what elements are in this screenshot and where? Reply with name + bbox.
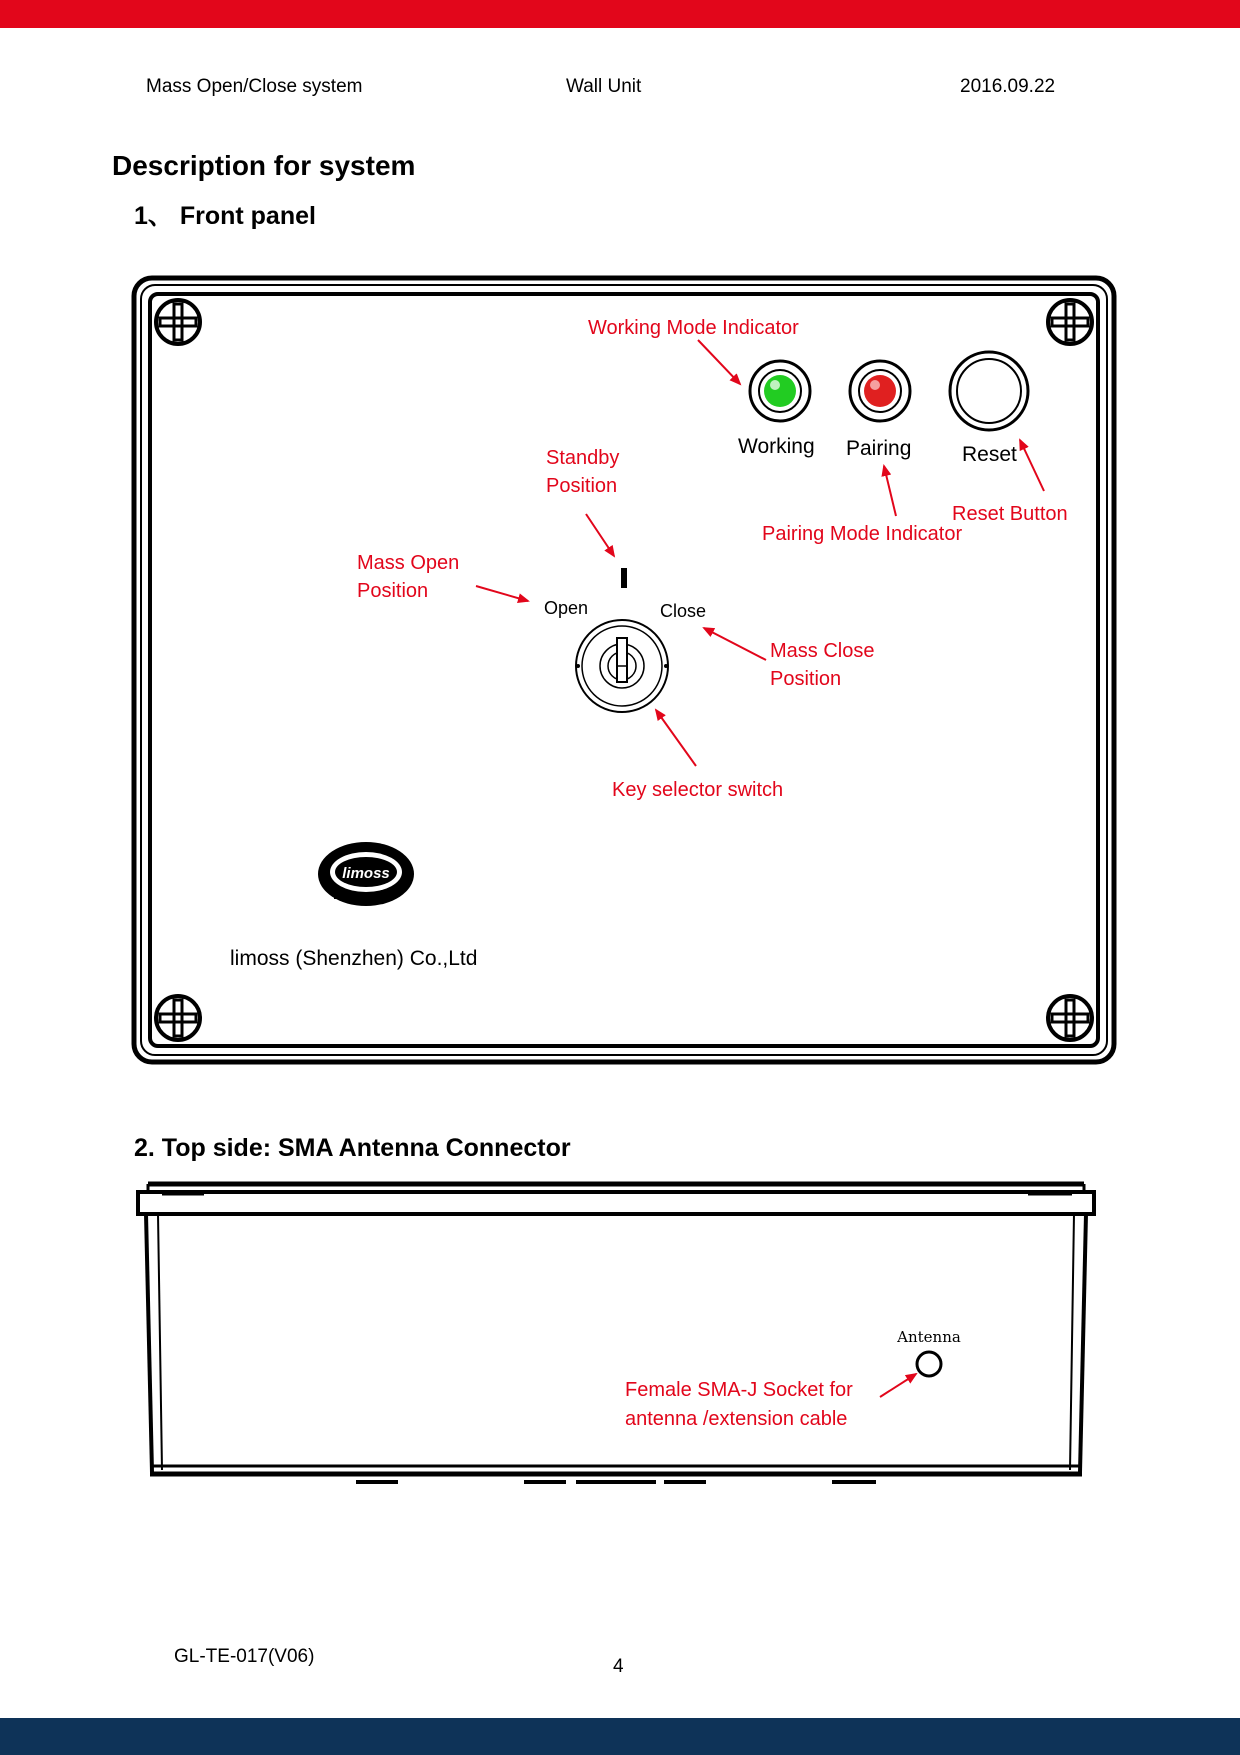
mass-open-callout-line1: Mass Open <box>357 552 460 574</box>
working-label: Working <box>738 435 815 458</box>
reset-arrow <box>1020 440 1044 491</box>
standby-position-callout-line1: Standby <box>546 447 620 469</box>
standby-marker <box>621 568 627 588</box>
company-name: limoss (Shenzhen) Co.,Ltd <box>230 947 478 970</box>
pairing-mode-indicator-callout: Pairing Mode Indicator <box>762 523 963 545</box>
screw-bottom-left-icon <box>156 996 200 1040</box>
working-mode-arrow <box>698 340 740 384</box>
logo-text: limoss <box>342 865 390 882</box>
standby-position-callout-line2: Position <box>546 475 618 497</box>
reset-button-callout: Reset Button <box>952 503 1068 525</box>
mass-open-callout-line2: Position <box>357 580 429 602</box>
antenna-label: Antenna <box>897 1328 961 1346</box>
pairing-mode-arrow <box>884 466 896 516</box>
screw-bottom-right-icon <box>1048 996 1092 1040</box>
bottom-brand-bar <box>0 1718 1240 1755</box>
mass-close-callout-line2: Position <box>770 668 842 690</box>
standby-arrow <box>586 514 614 556</box>
key-selector-callout: Key selector switch <box>612 779 784 801</box>
section-2-heading: 2. Top side: SMA Antenna Connector <box>134 1134 571 1162</box>
mass-open-arrow <box>476 586 528 601</box>
sma-socket-callout-line1: Female SMA-J Socket for <box>625 1379 853 1401</box>
footer-doc-code: GL-TE-017(V06) <box>174 1646 315 1667</box>
header-date: 2016.09.22 <box>960 76 1056 97</box>
reset-button-icon <box>950 352 1028 430</box>
page-title: Description for system <box>112 150 416 181</box>
mass-close-callout-line1: Mass Close <box>770 640 875 662</box>
pairing-indicator-light <box>850 361 910 421</box>
header-system-name: Mass Open/Close system <box>146 76 363 97</box>
header-unit-name: Wall Unit <box>566 76 642 97</box>
close-label: Close <box>660 601 707 621</box>
pairing-label: Pairing <box>846 437 912 460</box>
key-selector-arrow <box>656 710 696 766</box>
working-mode-indicator-callout: Working Mode Indicator <box>588 317 799 339</box>
footer-page-number: 4 <box>613 1656 624 1677</box>
screw-top-right-icon <box>1048 300 1092 344</box>
sma-socket-callout-line2: antenna /extension cable <box>625 1408 848 1430</box>
reset-label: Reset <box>962 443 1017 466</box>
open-label: Open <box>544 598 589 618</box>
limoss-logo <box>318 842 414 906</box>
key-selector-switch-icon <box>576 620 668 712</box>
mass-close-arrow <box>704 628 766 660</box>
screw-top-left-icon <box>156 300 200 344</box>
working-indicator-light <box>750 361 810 421</box>
section-1-heading: 1、 Front panel <box>134 202 316 230</box>
